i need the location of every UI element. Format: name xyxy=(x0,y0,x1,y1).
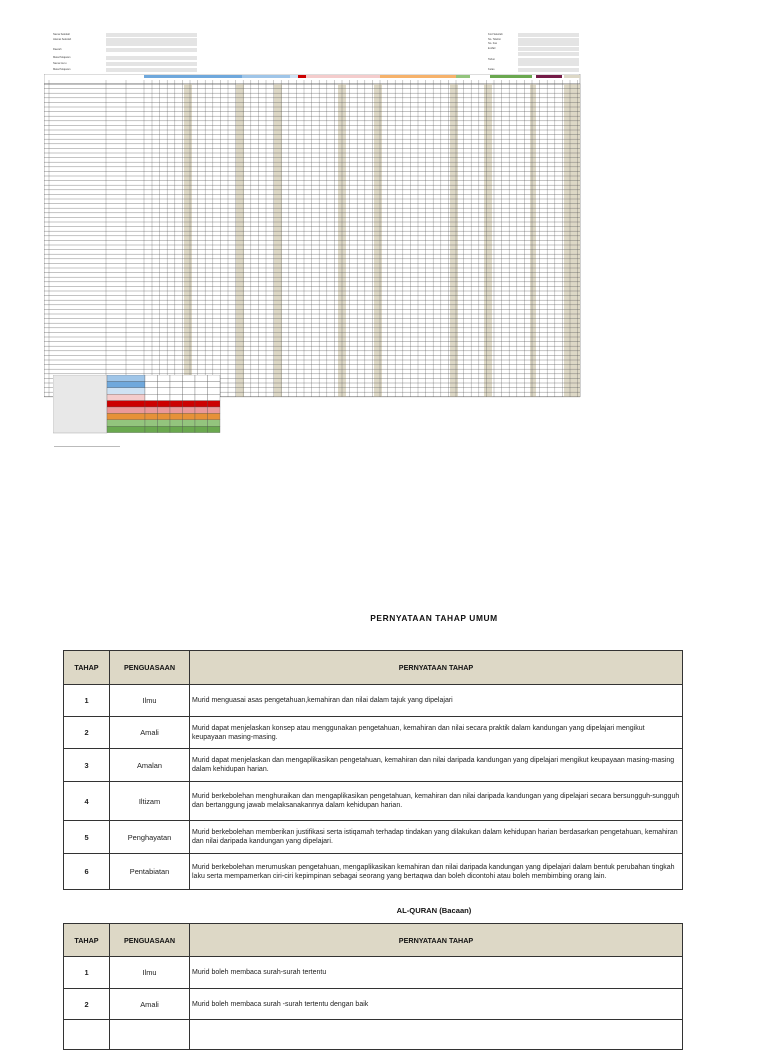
row-pernyataan: Murid dapat menjelaskan konsep atau menggunakan pengetahuan, kemahiran dan nilai secara praktik dalam kandungan yang dipelajari mengikut keupayaan masing-masing. xyxy=(190,717,683,749)
sheet-value-field xyxy=(518,68,579,72)
sheet-label: Tahun xyxy=(488,58,496,61)
sheet-value-field xyxy=(106,42,197,46)
summary-count-cell xyxy=(170,381,183,387)
summary-category-cell xyxy=(107,420,145,426)
row-pernyataan: Murid dapat menjelaskan dan mengaplikasikan pengetahuan, kemahiran dan nilai daripada kandungan yang dipelajari mengikut keupayaan masing-masing dalam kehidupan harian. xyxy=(190,749,683,782)
sheet-label: Nama Guru xyxy=(53,62,67,65)
sheet-label: Nama Sekolah xyxy=(53,33,71,36)
summary-count-cell xyxy=(145,420,158,426)
grid-header-band xyxy=(144,75,196,78)
sheet-label: Mata Pelajaran xyxy=(53,56,71,59)
summary-count-cell xyxy=(195,375,208,381)
grid-header-band xyxy=(380,75,456,78)
sheet-value-field xyxy=(518,47,579,51)
header-tahap: TAHAP xyxy=(64,924,110,957)
row-tahap: 2 xyxy=(64,989,110,1020)
row-penguasaan: Iltizam xyxy=(110,782,190,821)
row-tahap: 1 xyxy=(64,957,110,989)
sheet-label: Mata Pelajaran xyxy=(53,68,71,71)
row-penguasaan: Amalan xyxy=(110,749,190,782)
sheet-label: Kelas xyxy=(488,68,495,71)
grid-header-band xyxy=(242,75,290,78)
row-penguasaan: Ilmu xyxy=(110,957,190,989)
sheet-label: Alamat Sekolah xyxy=(53,38,72,41)
row-penguasaan xyxy=(110,1020,190,1050)
summary-category-cell xyxy=(107,407,145,413)
summary-category-cell xyxy=(107,381,145,387)
table-header-row xyxy=(64,924,683,957)
summary-category-cell xyxy=(107,413,145,419)
table-row xyxy=(64,854,683,890)
row-tahap: 5 xyxy=(64,821,110,854)
summary-count-cell xyxy=(208,394,221,400)
grid-header-band xyxy=(306,75,380,78)
header-tahap: TAHAP xyxy=(64,651,110,685)
table-al-quran-bacaan xyxy=(63,923,683,1050)
table-row xyxy=(64,685,683,717)
summary-count-cell xyxy=(195,401,208,407)
grid-header-band xyxy=(456,75,470,78)
row-penguasaan: Pentabiatan xyxy=(110,854,190,890)
row-penguasaan: Amali xyxy=(110,717,190,749)
header-pernyataan: PERNYATAAN TAHAP xyxy=(190,651,683,685)
grid-header-band xyxy=(298,75,306,78)
grid-header-band xyxy=(536,75,562,78)
sheet-label: No. Fax xyxy=(488,42,498,45)
sheet-value-field xyxy=(518,62,579,66)
row-penguasaan: Ilmu xyxy=(110,685,190,717)
summary-count-cell xyxy=(170,407,183,413)
row-tahap: 6 xyxy=(64,854,110,890)
grid-header-band xyxy=(490,75,532,78)
table-header-row xyxy=(64,651,683,685)
table-row xyxy=(64,957,683,989)
summary-table xyxy=(53,375,225,435)
sheet-label: Kod Sekolah xyxy=(488,33,503,36)
summary-count-cell xyxy=(158,413,171,419)
row-pernyataan xyxy=(190,1020,683,1050)
summary-count-cell xyxy=(183,426,196,432)
summary-count-cell xyxy=(195,394,208,400)
row-penguasaan: Amali xyxy=(110,989,190,1020)
sheet-value-field xyxy=(518,42,579,46)
row-pernyataan: Murid berkebolehan memberikan justifikasi serta istiqamah terhadap tindakan yang dilakukan dalam kehidupan harian berdasarkan pengetahuan, kemahiran dan nilai daripada kandungan yang dipelajari. xyxy=(190,821,683,854)
summary-count-cell xyxy=(195,388,208,394)
summary-count-cell xyxy=(195,381,208,387)
header-penguasaan: PENGUASAAN xyxy=(110,924,190,957)
summary-count-cell xyxy=(158,381,171,387)
row-pernyataan: Murid menguasai asas pengetahuan,kemahiran dan nilai dalam tajuk yang dipelajari xyxy=(190,685,683,717)
table-row xyxy=(64,989,683,1020)
table-row xyxy=(64,717,683,749)
row-pernyataan: Murid berkebolehan menghuraikan dan mengaplikasikan pengetahuan, kemahiran dan nilai daripada kandungan yang dipelajari secara bersungguh-sungguh dan bertanggung jawab melaksanakannya dalam kehidupan harian. xyxy=(190,782,683,821)
summary-count-cell xyxy=(208,426,221,432)
sheet-value-field xyxy=(106,48,197,52)
row-tahap xyxy=(64,1020,110,1050)
summary-count-cell xyxy=(183,413,196,419)
summary-count-cell xyxy=(170,401,183,407)
sheet-label: E-Mail xyxy=(488,47,496,50)
summary-count-cell xyxy=(145,426,158,432)
sheet-label: Daerah xyxy=(53,48,62,51)
summary-count-cell xyxy=(195,413,208,419)
summary-count-cell xyxy=(158,407,171,413)
summary-category-cell xyxy=(107,426,145,432)
row-pernyataan: Murid boleh membaca surah -surah tertentu dengan baik xyxy=(190,989,683,1020)
header-penguasaan: PENGUASAAN xyxy=(110,651,190,685)
summary-count-cell xyxy=(145,394,158,400)
summary-count-cell xyxy=(158,420,171,426)
summary-count-cell xyxy=(208,381,221,387)
summary-category-cell xyxy=(107,388,145,394)
summary-count-cell xyxy=(158,375,171,381)
row-pernyataan: Murid berkebolehan merumuskan pengetahuan, mengaplikasikan kemahiran dan nilai daripada kandungan yang dipelajari dalam bentuk perubahan tingkah laku serta mempamerkan ciri-ciri kepimpinan sebagai seorang yang bertaqwa dan boleh dicontohi atau boleh membimbing orang lain. xyxy=(190,854,683,890)
summary-count-cell xyxy=(195,407,208,413)
summary-count-cell xyxy=(145,407,158,413)
heading-pernyataan-tahap-umum: PERNYATAAN TAHAP UMUM xyxy=(370,613,498,623)
sheet-value-field xyxy=(518,52,579,56)
summary-count-cell xyxy=(183,375,196,381)
summary-count-cell xyxy=(183,407,196,413)
summary-count-cell xyxy=(208,413,221,419)
summary-count-cell xyxy=(183,420,196,426)
summary-count-cell xyxy=(170,420,183,426)
summary-count-cell xyxy=(170,388,183,394)
grid-header-band xyxy=(196,75,242,78)
grid-header-band xyxy=(564,75,580,78)
summary-count-cell xyxy=(158,388,171,394)
sheet-label: No. Telefon xyxy=(488,38,502,41)
summary-count-cell xyxy=(145,375,158,381)
sheet-value-field xyxy=(518,33,579,37)
summary-count-cell xyxy=(208,420,221,426)
summary-label-cell xyxy=(53,375,107,433)
summary-count-cell xyxy=(145,413,158,419)
row-penguasaan: Penghayatan xyxy=(110,821,190,854)
summary-count-cell xyxy=(145,401,158,407)
spreadsheet-page xyxy=(44,28,584,468)
summary-count-cell xyxy=(195,420,208,426)
summary-category-cell xyxy=(107,401,145,407)
summary-count-cell xyxy=(170,426,183,432)
summary-count-cell xyxy=(170,413,183,419)
summary-count-cell xyxy=(170,375,183,381)
row-tahap: 3 xyxy=(64,749,110,782)
assessment-grid xyxy=(44,74,582,398)
row-tahap: 1 xyxy=(64,685,110,717)
summary-divider xyxy=(54,446,120,447)
table-row xyxy=(64,821,683,854)
row-tahap: 2 xyxy=(64,717,110,749)
summary-count-cell xyxy=(208,375,221,381)
grid-header-band xyxy=(290,75,298,78)
sheet-value-field xyxy=(106,33,197,37)
summary-count-cell xyxy=(158,401,171,407)
header-pernyataan: PERNYATAAN TAHAP xyxy=(190,924,683,957)
summary-category-cell xyxy=(107,394,145,400)
summary-count-cell xyxy=(208,401,221,407)
table-row xyxy=(64,749,683,782)
summary-count-cell xyxy=(183,394,196,400)
row-tahap: 4 xyxy=(64,782,110,821)
heading-al-quran-bacaan: AL-QURAN (Bacaan) xyxy=(396,906,472,915)
summary-count-cell xyxy=(208,388,221,394)
summary-count-cell xyxy=(183,388,196,394)
row-pernyataan: Murid boleh membaca surah-surah tertentu xyxy=(190,957,683,989)
summary-count-cell xyxy=(158,394,171,400)
sheet-value-field xyxy=(106,56,197,60)
summary-count-cell xyxy=(183,381,196,387)
summary-count-cell xyxy=(183,401,196,407)
summary-count-cell xyxy=(145,381,158,387)
summary-category-cell xyxy=(107,375,145,381)
table-row xyxy=(64,782,683,821)
sheet-value-field xyxy=(106,68,197,72)
table-pernyataan-tahap-umum xyxy=(63,650,683,890)
summary-count-cell xyxy=(195,426,208,432)
table-row xyxy=(64,1020,683,1050)
summary-count-cell xyxy=(208,407,221,413)
summary-count-cell xyxy=(158,426,171,432)
sheet-value-field xyxy=(106,62,197,66)
summary-count-cell xyxy=(170,394,183,400)
summary-count-cell xyxy=(145,388,158,394)
